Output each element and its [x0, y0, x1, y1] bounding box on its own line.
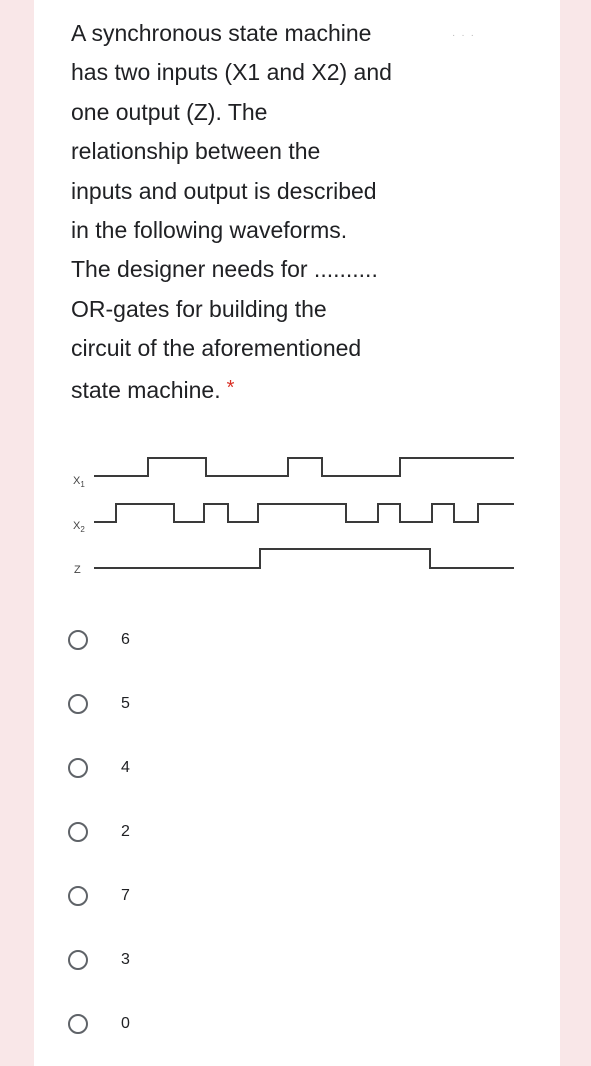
radio-button[interactable] — [68, 822, 88, 842]
option-label: 7 — [121, 887, 130, 904]
answer-option[interactable] — [68, 736, 368, 800]
question-line: OR-gates for building the — [71, 295, 327, 322]
answer-option[interactable] — [68, 672, 368, 736]
question-line: relationship between the — [71, 138, 321, 165]
signal-name: X — [73, 475, 81, 487]
option-label: 2 — [121, 823, 130, 840]
signal-subscript: 2 — [80, 525, 85, 534]
option-label: 6 — [121, 631, 130, 648]
question-line-last — [71, 369, 451, 410]
answer-option[interactable] — [68, 864, 368, 928]
signal-subscript: 1 — [80, 480, 85, 489]
answer-option[interactable] — [68, 928, 368, 992]
signal-label-z: Z — [74, 564, 81, 576]
radio-button[interactable] — [68, 758, 88, 778]
radio-button[interactable] — [68, 886, 88, 906]
option-label: 4 — [121, 759, 130, 776]
question-line: in the following waveforms. — [71, 217, 348, 244]
question-line: circuit of the aforementioned — [71, 335, 362, 362]
answer-options — [68, 608, 368, 1056]
option-label: 3 — [121, 951, 130, 968]
question-line: one output (Z). The — [71, 98, 268, 125]
question-line: has two inputs (X1 and X2) and — [71, 59, 392, 86]
answer-option[interactable] — [68, 800, 368, 864]
radio-button[interactable] — [68, 694, 88, 714]
faint-dots: ··· — [452, 30, 480, 41]
question-text — [71, 14, 451, 410]
waveform-x2 — [94, 504, 514, 522]
option-label: 0 — [121, 1015, 130, 1032]
question-line-text: state machine. — [71, 376, 221, 403]
question-line: A synchronous state machine — [71, 20, 372, 46]
signal-label-x2 — [73, 520, 85, 534]
question-line: inputs and output is described — [71, 177, 377, 204]
signal-label-x1 — [73, 475, 85, 489]
waveform-z — [94, 549, 514, 568]
waveform-diagram — [60, 440, 530, 590]
waveform-x1 — [94, 458, 514, 476]
radio-button[interactable] — [68, 950, 88, 970]
option-label: 5 — [121, 695, 130, 712]
question-line: The designer needs for .......... — [71, 256, 378, 283]
radio-button[interactable] — [68, 1014, 88, 1034]
answer-option[interactable] — [68, 992, 368, 1056]
radio-button[interactable] — [68, 630, 88, 650]
required-asterisk: * — [226, 376, 235, 399]
signal-name: X — [73, 520, 81, 532]
answer-option[interactable] — [68, 608, 368, 672]
